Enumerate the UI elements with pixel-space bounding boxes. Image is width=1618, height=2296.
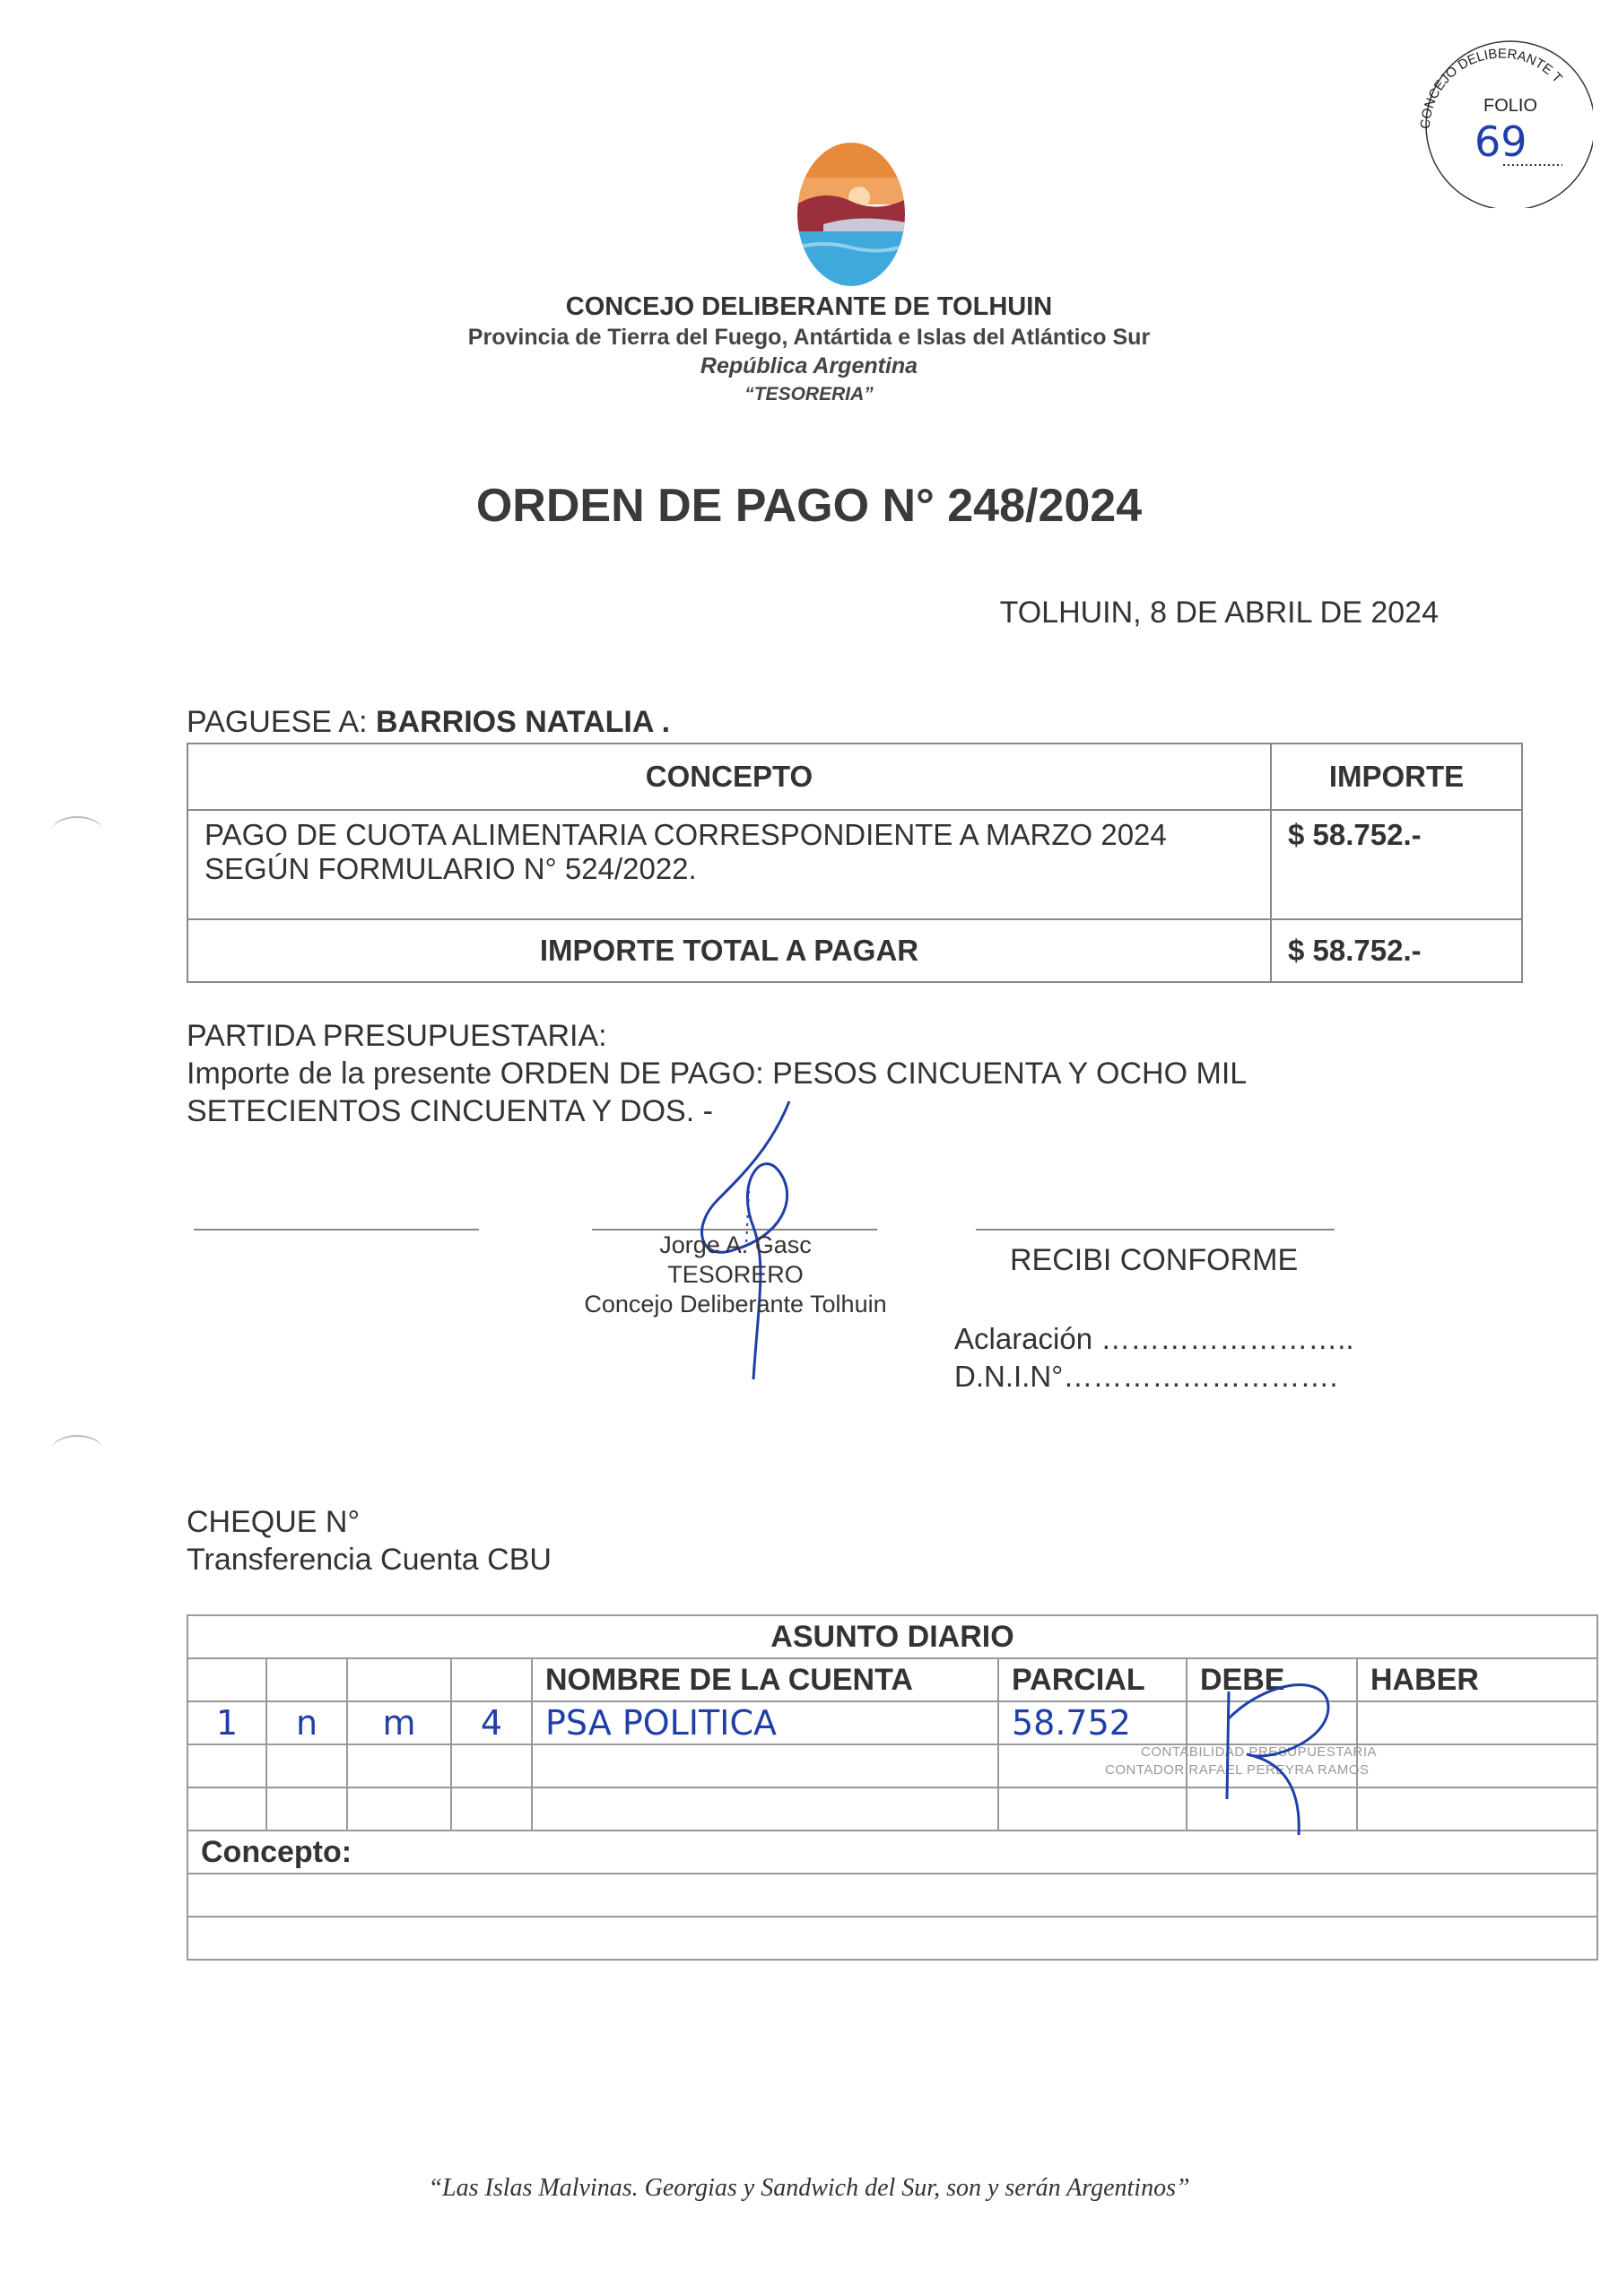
asunto-title: ASUNTO DIARIO bbox=[187, 1615, 1597, 1658]
payee-name: BARRIOS NATALIA . bbox=[376, 705, 671, 739]
accounting-stamp-line1: CONTABILIDAD PRESUPUESTARIA bbox=[1141, 1744, 1377, 1760]
accountant-rubric bbox=[1193, 1665, 1372, 1844]
document-title: ORDEN DE PAGO N° 248/2024 bbox=[475, 480, 1143, 532]
code-cell-3 bbox=[347, 1658, 451, 1701]
receipt-label: RECIBI CONFORME bbox=[1010, 1243, 1299, 1277]
budget-label: PARTIDA PRESUPUESTARIA: bbox=[187, 1019, 607, 1053]
hand-account-name: PSA POLITICA bbox=[532, 1701, 998, 1744]
cheque-label: CHEQUE N° bbox=[187, 1505, 361, 1539]
code-cell-4 bbox=[451, 1658, 532, 1701]
hand-code-1: 1 bbox=[187, 1701, 266, 1744]
punch-hole-top bbox=[52, 816, 102, 845]
account-header: NOMBRE DE LA CUENTA bbox=[532, 1658, 998, 1701]
asunto-table bbox=[187, 1614, 1598, 1961]
signature-line-receipt bbox=[976, 1229, 1335, 1231]
treasurer-org: Concejo Deliberante Tolhuin bbox=[584, 1291, 887, 1318]
svg-text:CONCEJO DELIBERANTE TOLHUIN bbox=[1396, 29, 1565, 129]
treasurer-block bbox=[574, 1231, 897, 1319]
hand-code-3: m bbox=[347, 1701, 451, 1744]
partial-header: PARCIAL bbox=[998, 1658, 1187, 1701]
concept-table bbox=[187, 743, 1523, 983]
debit-header: DEBE bbox=[1187, 1658, 1357, 1701]
transfer-label: Transferencia Cuenta CBU bbox=[187, 1543, 552, 1577]
document-date: TOLHUIN, 8 DE ABRIL DE 2024 bbox=[999, 596, 1439, 630]
council-logo bbox=[796, 142, 906, 287]
punch-hole-bottom bbox=[52, 1435, 102, 1464]
folio-number: 69 bbox=[1474, 117, 1527, 166]
accounting-stamp-line2: CONTADOR RAFAEL PEREYRA RAMOS bbox=[1105, 1762, 1370, 1778]
department-name: “TESORERIA” bbox=[744, 384, 874, 404]
payee-row bbox=[187, 705, 670, 740]
folio-stamp-ring-text: CONCEJO DELIBERANTE T bbox=[1417, 46, 1565, 130]
amount-cell: $ 58.752.- bbox=[1271, 810, 1522, 919]
credit-cell bbox=[1357, 1701, 1597, 1744]
institution-name: CONCEJO DELIBERANTE DE TOLHUIN bbox=[565, 292, 1053, 321]
treasurer-name: Jorge A. Gasc bbox=[659, 1231, 812, 1258]
receipt-fields bbox=[954, 1320, 1354, 1396]
footer-motto: “Las Islas Malvinas. Georgias y Sandwich del Sur, son y serán Argentinos” bbox=[428, 2174, 1190, 2202]
aclaracion-field: Aclaración …………………….. bbox=[954, 1322, 1354, 1355]
hand-code-2: n bbox=[266, 1701, 347, 1744]
credit-header: HABER bbox=[1357, 1658, 1597, 1701]
signature-line-left bbox=[194, 1229, 479, 1231]
hand-code-4: 4 bbox=[451, 1701, 532, 1744]
total-label: IMPORTE TOTAL A PAGAR bbox=[187, 919, 1271, 982]
folio-stamp bbox=[1396, 29, 1593, 208]
dni-field: D.N.I.N°………………………. bbox=[954, 1360, 1338, 1393]
concept-header: CONCEPTO bbox=[187, 744, 1271, 810]
concept-label: Concepto: bbox=[187, 1831, 1597, 1874]
code-cell-2 bbox=[266, 1658, 347, 1701]
total-amount: $ 58.752.- bbox=[1271, 919, 1522, 982]
amount-header: IMPORTE bbox=[1271, 744, 1522, 810]
hand-partial-amount: 58.752 bbox=[998, 1701, 1187, 1744]
folio-label: FOLIO bbox=[1483, 96, 1538, 116]
province-name: Provincia de Tierra del Fuego, Antártida e Islas del Atlántico Sur bbox=[467, 325, 1151, 350]
code-cell-1 bbox=[187, 1658, 266, 1701]
payee-label: PAGUESE A: bbox=[187, 705, 368, 739]
concept-cell: PAGO DE CUOTA ALIMENTARIA CORRESPONDIENTE A MARZO 2024 SEGÚN FORMULARIO N° 524/2022. bbox=[187, 810, 1271, 919]
amount-in-words: Importe de la presente ORDEN DE PAGO: PESOS CINCUENTA Y OCHO MIL SETECIENTOS CINCUENTA Y DOS. - bbox=[187, 1057, 1246, 1128]
treasurer-role: TESORERO bbox=[667, 1261, 804, 1288]
country-name: República Argentina bbox=[700, 353, 918, 378]
